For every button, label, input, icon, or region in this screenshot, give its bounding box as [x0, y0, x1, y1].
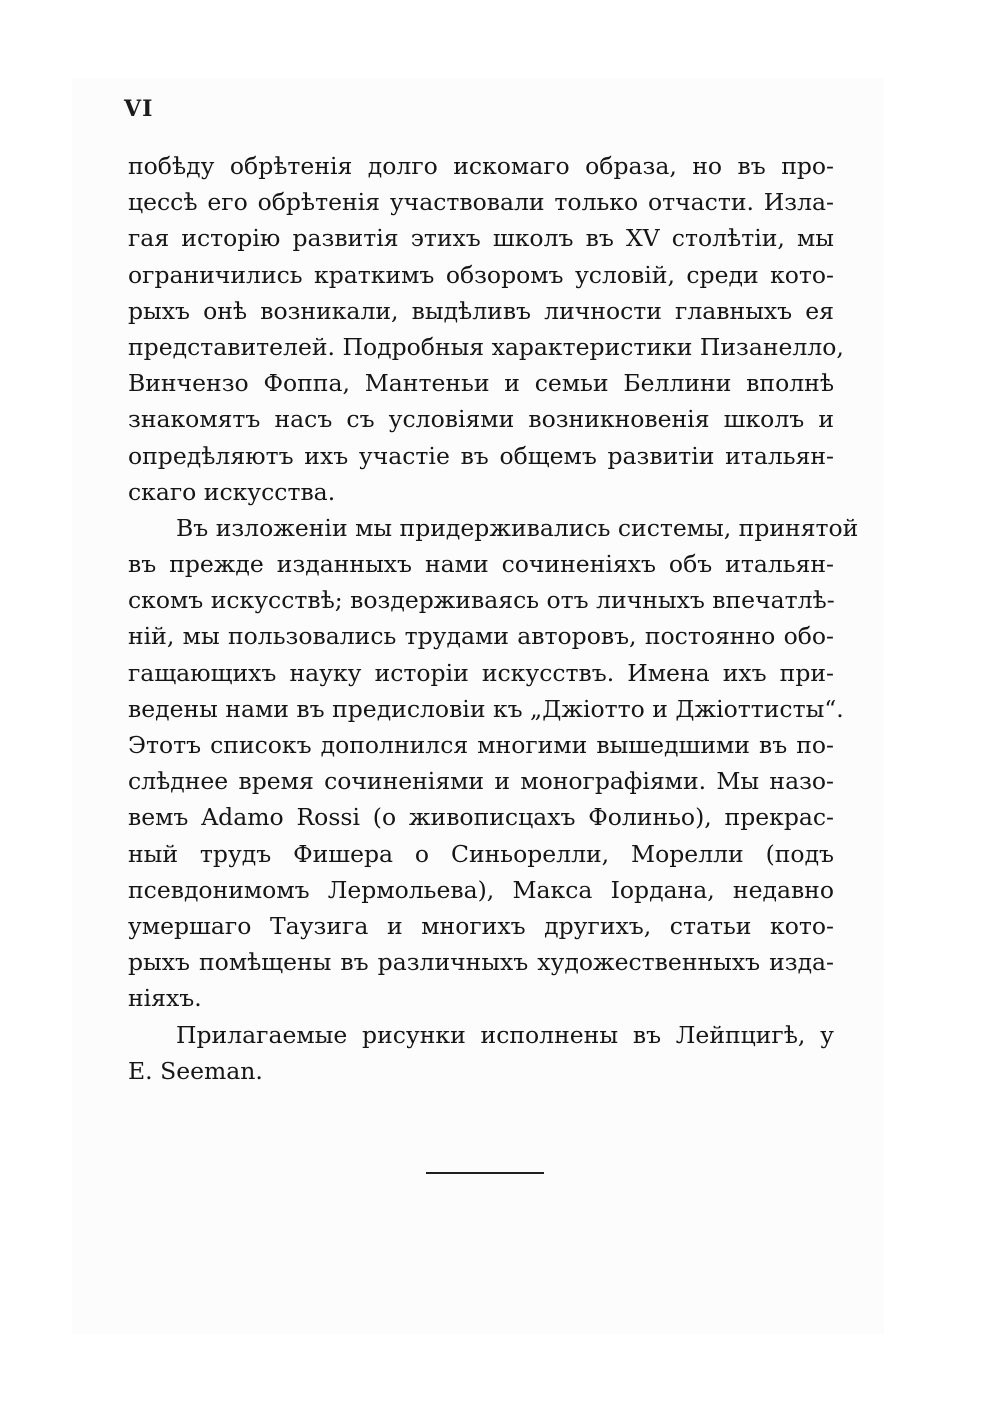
text-line: ограничились краткимъ обзоромъ условій, среди кото- [128, 260, 834, 289]
text-line: скомъ искусствѣ; воздерживаясь отъ личныхъ впечатлѣ- [128, 586, 835, 615]
text-line: рыхъ помѣщены въ различныхъ художественныхъ изда- [128, 948, 834, 977]
text-line: ведены нами въ предисловіи къ „Джіотто и Джіоттисты“. [128, 694, 844, 723]
section-divider [426, 1172, 544, 1174]
text-line: скаго искусства. [128, 477, 336, 506]
paragraph-2 [128, 510, 859, 1017]
text-line: знакомятъ насъ съ условіями возникновенія школъ и [128, 405, 834, 434]
text-line: E. Seeman. [128, 1056, 263, 1085]
paragraph-1 [128, 148, 844, 510]
text-line: Въ изложеніи мы придерживались системы, принятой [176, 513, 859, 542]
text-line: представителей. Подробныя характеристики Пизанелло, [128, 332, 844, 361]
text-line: Прилагаемые рисунки исполнены въ Лейпцигѣ, у [176, 1020, 834, 1049]
text-line: побѣду обрѣтенія долго искомаго образа, но въ про- [128, 152, 834, 180]
text-line: въ прежде изданныхъ нами сочиненіяхъ объ итальян- [128, 550, 834, 579]
text-line: Этотъ списокъ дополнился многими вышедшими въ по- [128, 731, 834, 759]
text-line: гащающихъ науку исторіи искусствъ. Имена ихъ при- [128, 658, 834, 687]
text-line: опредѣляютъ ихъ участіе въ общемъ развитіи итальян- [128, 441, 834, 470]
page-number: VI [124, 96, 154, 122]
text-line: Винчензо Фоппа, Мантеньи и семьи Беллини вполнѣ [128, 369, 834, 398]
text-line: псевдонимомъ Лермольева), Макса Іордана, недавно [128, 875, 834, 904]
text-line: слѣднее время сочиненіями и монографіями. Мы назо- [128, 767, 834, 796]
text-line: умершаго Таузига и многихъ другихъ, статьи кото- [128, 911, 834, 940]
text-line: вемъ Adamo Rossi (о живописцахъ Фолиньо), прекрас- [128, 803, 834, 832]
paragraph-3 [128, 1017, 834, 1089]
text-line: ный трудъ Фишера о Синьорелли, Морелли (подъ [128, 839, 834, 868]
body-text [128, 148, 859, 1089]
text-line: гая исторію развитія этихъ школъ въ XV столѣтіи, мы [128, 224, 834, 253]
text-line: цессѣ его обрѣтенія участвовали только отчасти. Изла- [128, 188, 834, 217]
text-line: рыхъ онѣ возникали, выдѣливъ личности главныхъ ея [128, 296, 834, 325]
text-line: ній, мы пользовались трудами авторовъ, постоянно обо- [128, 622, 834, 651]
text-line: ніяхъ. [128, 984, 202, 1013]
